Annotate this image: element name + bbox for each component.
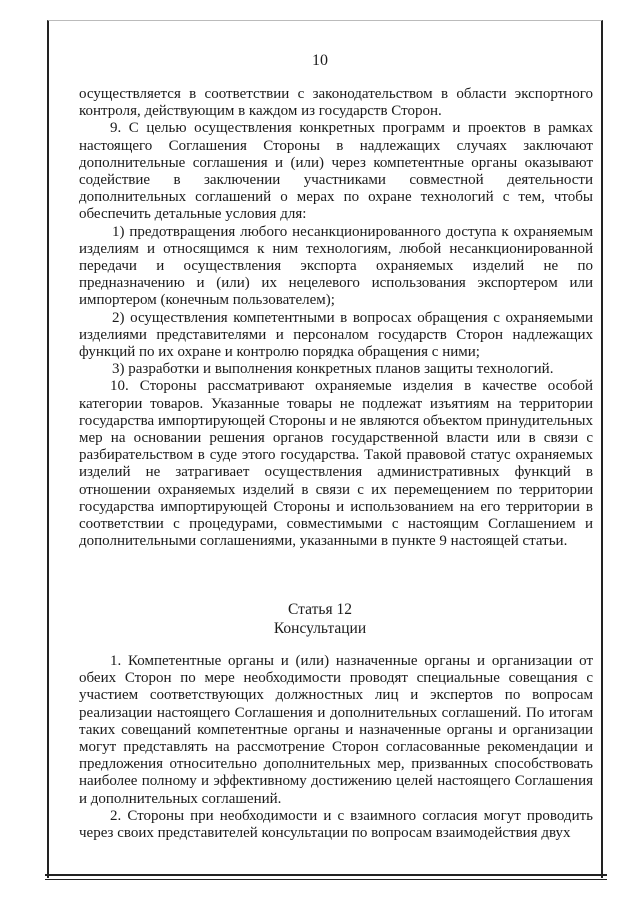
- list-item-3: 3) разработки и выполнения конкретных планов защиты технологий.: [112, 361, 554, 378]
- list-item-2: 2) осуществления компетентными в вопросах обращения с охраняемыми изделиями представителями и персоналом государств Сторон надлежащих функций по их охране и контролю порядка обращения с ними;: [79, 309, 593, 361]
- paragraph-continuation: осуществляется в соответствии с законодательством в области экспортного контроля, действующим в каждом из государств Сторон.: [79, 86, 593, 120]
- paragraph-clause-10: 10. Стороны рассматривают охраняемые изделия в качестве особой категории товаров. Указанные товары не подлежат изъятиям на территории государства импортирующей Стороны и не являются объектом принудительных мер на основании решения органов государственной власти или в связи с разбирательством в суде этого государства. Такой правовой статус охраняемых изделий не затрагивает осуществления административных функций в отношении охраняемых изделий в связи с их перемещением по территории государства импортирующей Стороны и использованием на его территории в соответствии с процедурами, совместимыми с настоящим Соглашением и дополнительными соглашениями, указанными в пункте 9 настоящей статьи.: [79, 378, 593, 550]
- list-item-1: 1) предотвращения любого несанкционированного доступа к охраняемым изделиям и относящимся к ним технологиям, любой несанкционированной передачи и осуществления экспорта охраняемых изделий не по предназначению и (или) их нецелевого использования экспортером или импортером (конечным пользователем);: [79, 223, 593, 309]
- page-number: 10: [312, 52, 328, 69]
- article-number: Статья 12: [288, 601, 352, 618]
- article-paragraph-2: 2. Стороны при необходимости и с взаимного согласия могут проводить через своих представителей консультации по вопросам взаимодействия двух: [79, 807, 593, 842]
- paragraph-clause-9: 9. С целью осуществления конкретных программ и проектов в рамках настоящего Соглашения Стороны в надлежащих случаях заключают дополнительные соглашения и (или) через компетентные органы оказывают содействие в заключении участниками совместной деятельности дополнительных соглашений о мерах по охране технологий с тем, чтобы обеспечить детальные условия для:: [79, 120, 593, 223]
- article-title: Консультации: [273, 620, 367, 637]
- document-body: [79, 86, 593, 550]
- article-paragraph-1: 1. Компетентные органы и (или) назначенные органы и организации от обеих Сторон по мере необходимости проводят специальные совещания с участием соответствующих должностных лиц и экспертов по вопросам реализации настоящего Соглашения и дополнительных соглашений. По итогам таких совещаний компетентные органы и назначенные органы и организации могут представлять на рассмотрение Сторон согласованные рекомендации и предложения относительно дополнительных мер, призванных способствовать наиболее полному и эффективному достижению целей настоящего Соглашения и дополнительных соглашений.: [79, 653, 593, 807]
- article-body: [79, 653, 593, 842]
- page-border-bottom: [45, 874, 607, 880]
